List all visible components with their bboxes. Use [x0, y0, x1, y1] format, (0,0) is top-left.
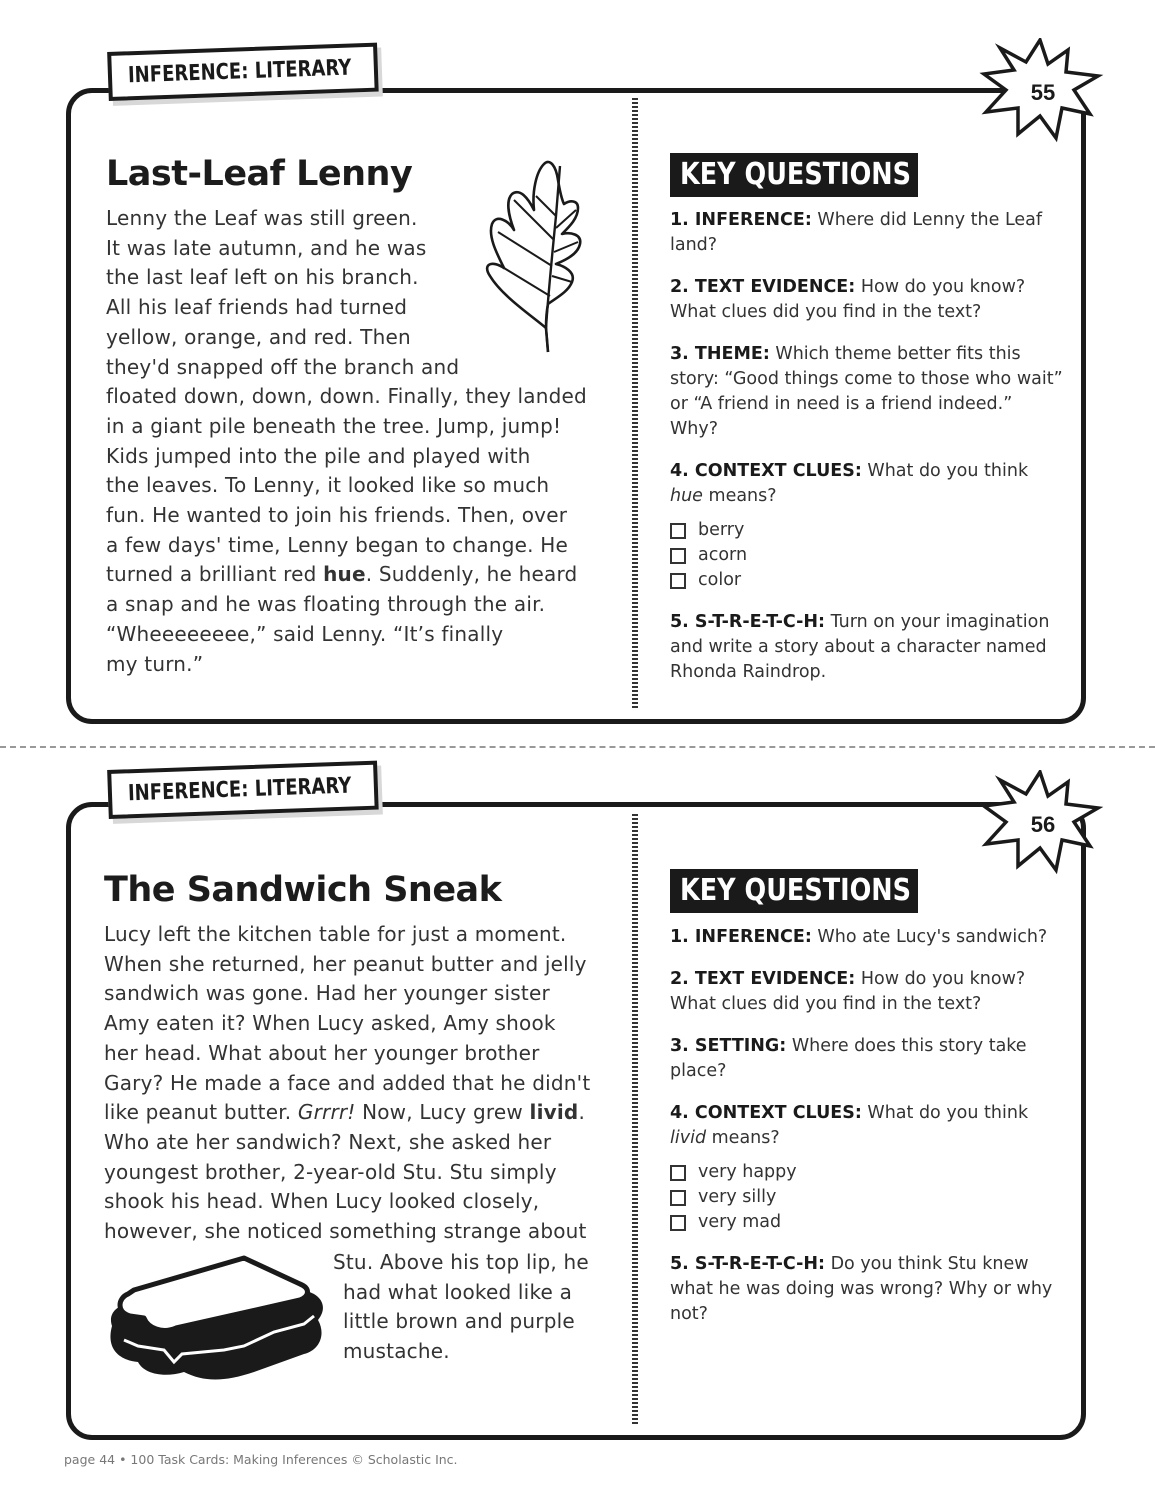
option-berry[interactable]: berry — [670, 518, 1065, 543]
question-4: 4. CONTEXT CLUES: What do you think livid means? — [670, 1103, 1029, 1148]
answer-options — [670, 1160, 1065, 1235]
sandwich-icon — [104, 1254, 326, 1384]
question-2: 2. TEXT EVIDENCE: How do you know? What clues did you find in the text? — [670, 277, 1026, 322]
story-title: The Sandwich Sneak — [104, 870, 502, 910]
option-very-mad[interactable]: very mad — [670, 1210, 1065, 1235]
story-text-continued: Stu. Above his top lip, he had what looked like a little brown and purple mustache. — [333, 1250, 589, 1364]
story-text: Lucy left the kitchen table for just a moment. When she returned, her peanut butter and jelly sandwich was gone. Had her younger sister Amy eaten it? When Lucy asked, Amy shook her head. What about her younger brother Gary? He made a face and added that he didn't like peanut butter. Grrrr! Now, Lucy grew livid. Who ate her sandwich? Next, she asked her youngest brother, 2-year-old Stu. Stu simply shook his head. When Lucy looked closely, however, she noticed something strange about — [104, 922, 591, 1244]
category-tag: INFERENCE: LITERARY — [107, 761, 379, 819]
checkbox[interactable] — [670, 548, 686, 564]
cut-divider — [632, 814, 638, 1426]
questions-list — [670, 925, 1065, 1344]
vocab-word: livid — [529, 1100, 579, 1125]
category-tag: INFERENCE: LITERARY — [107, 43, 379, 101]
question-5: 5. S-T-R-E-T-C-H: Do you think Stu knew what he was doing was wrong? Why or why not? — [670, 1254, 1053, 1324]
question-3: 3. SETTING: Where does this story take place? — [670, 1036, 1027, 1081]
checkbox[interactable] — [670, 1190, 686, 1206]
question-3: 3. THEME: Which theme better fits this story: “Good things come to those who wait” or “A friend in need is a friend indeed.” Why? — [670, 344, 1063, 439]
page-footer: page 44 • 100 Task Cards: Making Inferences © Scholastic Inc. — [64, 1452, 458, 1467]
checkbox[interactable] — [670, 523, 686, 539]
question-1: 1. INFERENCE: Who ate Lucy's sandwich? — [670, 927, 1048, 947]
cut-line — [0, 746, 1155, 748]
option-acorn[interactable]: acorn — [670, 543, 1065, 568]
cut-divider — [632, 98, 638, 710]
key-questions-heading: KEY QUESTIONS — [670, 153, 918, 197]
key-questions-heading: KEY QUESTIONS — [670, 869, 918, 913]
card-number-badge: 55 — [978, 38, 1128, 148]
question-1: 1. INFERENCE: Where did Lenny the Leaf land? — [670, 210, 1043, 255]
checkbox[interactable] — [670, 1165, 686, 1181]
checkbox[interactable] — [670, 1215, 686, 1231]
question-4: 4. CONTEXT CLUES: What do you think hue means? — [670, 461, 1029, 506]
question-2: 2. TEXT EVIDENCE: How do you know? What clues did you find in the text? — [670, 969, 1026, 1014]
question-5: 5. S-T-R-E-T-C-H: Turn on your imagination and write a story about a character named Rhonda Raindrop. — [670, 612, 1050, 682]
option-color[interactable]: color — [670, 568, 1065, 593]
story-title: Last-Leaf Lenny — [106, 154, 413, 194]
vocab-word: hue — [323, 562, 366, 587]
option-very-silly[interactable]: very silly — [670, 1185, 1065, 1210]
checkbox[interactable] — [670, 573, 686, 589]
answer-options — [670, 518, 1065, 593]
story-text: Lenny the Leaf was still green. It was late autumn, and he was the last leaf left on his branch. All his leaf friends had turned yellow, orange, and red. Then they'd snapped off the branch and floated down, down, down. Finally, they landed in a giant pile beneath the tree. Jump, jump! Kids jumped into the pile and played with the leaves. To Lenny, it looked like so much fun. He wanted to join his friends. Then, over a few days' time, Lenny began to change. He turned a brilliant red hue. Suddenly, he heard a snap and he was floating through the air. “Wheeeeeeee,” said Lenny. “It’s finally my turn.” — [106, 206, 587, 676]
option-very-happy[interactable]: very happy — [670, 1160, 1065, 1185]
questions-list — [670, 208, 1065, 702]
card-number-badge: 56 — [978, 770, 1128, 880]
